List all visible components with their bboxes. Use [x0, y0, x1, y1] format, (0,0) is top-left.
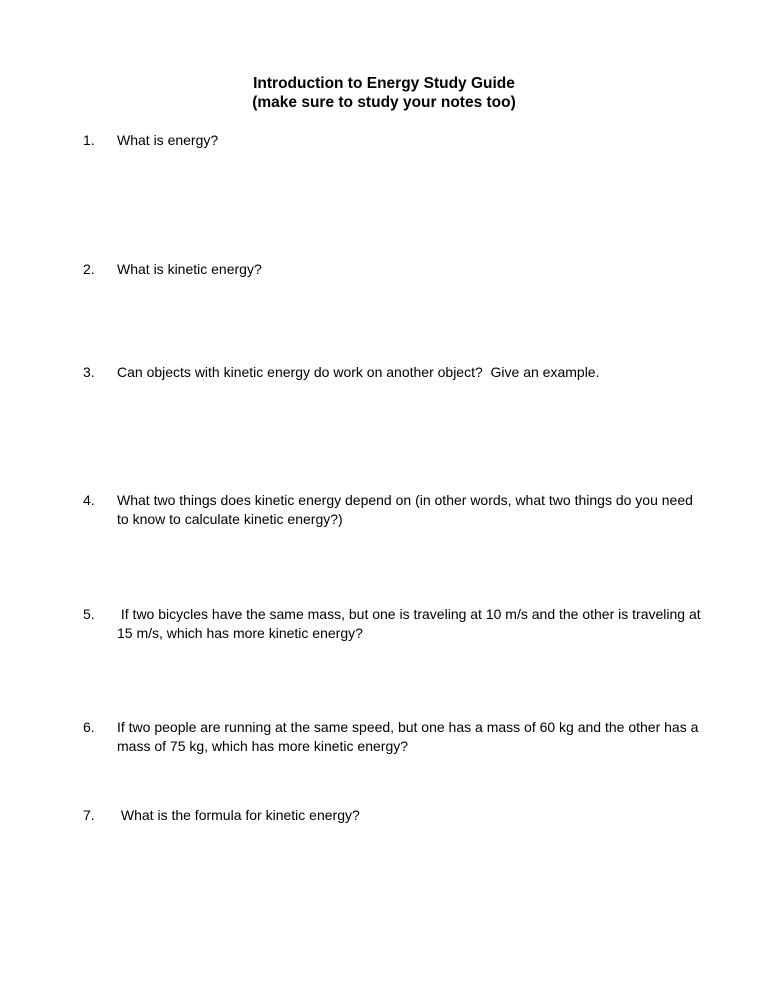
question-number: 1. — [83, 132, 95, 148]
question-5 — [83, 605, 703, 643]
document-subtitle: (make sure to study your notes too) — [252, 94, 516, 111]
question-1 — [83, 131, 703, 150]
question-text: What is kinetic energy? — [117, 261, 262, 277]
question-text: If two bicycles have the same mass, but one is traveling at 10 m/s and the other is traveling at 15 m/s, which has more kinetic energy? — [117, 606, 705, 641]
question-text: If two people are running at the same speed, but one has a mass of 60 kg and the other has a mass of 75 kg, which has more kinetic energy? — [117, 719, 703, 754]
question-number: 7. — [83, 807, 95, 823]
question-4 — [83, 491, 703, 529]
question-6 — [83, 718, 703, 756]
question-number: 2. — [83, 261, 95, 277]
question-text: Can objects with kinetic energy do work on another object? Give an example. — [117, 364, 600, 380]
question-text: What is energy? — [117, 132, 219, 148]
question-2 — [83, 260, 703, 279]
question-number: 6. — [83, 719, 95, 735]
question-3 — [83, 363, 703, 382]
question-number: 3. — [83, 364, 95, 380]
question-text: What is the formula for kinetic energy? — [117, 807, 360, 823]
question-7 — [83, 806, 703, 825]
question-text: What two things does kinetic energy depend on (in other words, what two things do you need to know to calculate kinetic energy?) — [117, 492, 697, 527]
question-number: 5. — [83, 606, 95, 622]
document-title: Introduction to Energy Study Guide — [253, 75, 515, 92]
question-number: 4. — [83, 492, 95, 508]
